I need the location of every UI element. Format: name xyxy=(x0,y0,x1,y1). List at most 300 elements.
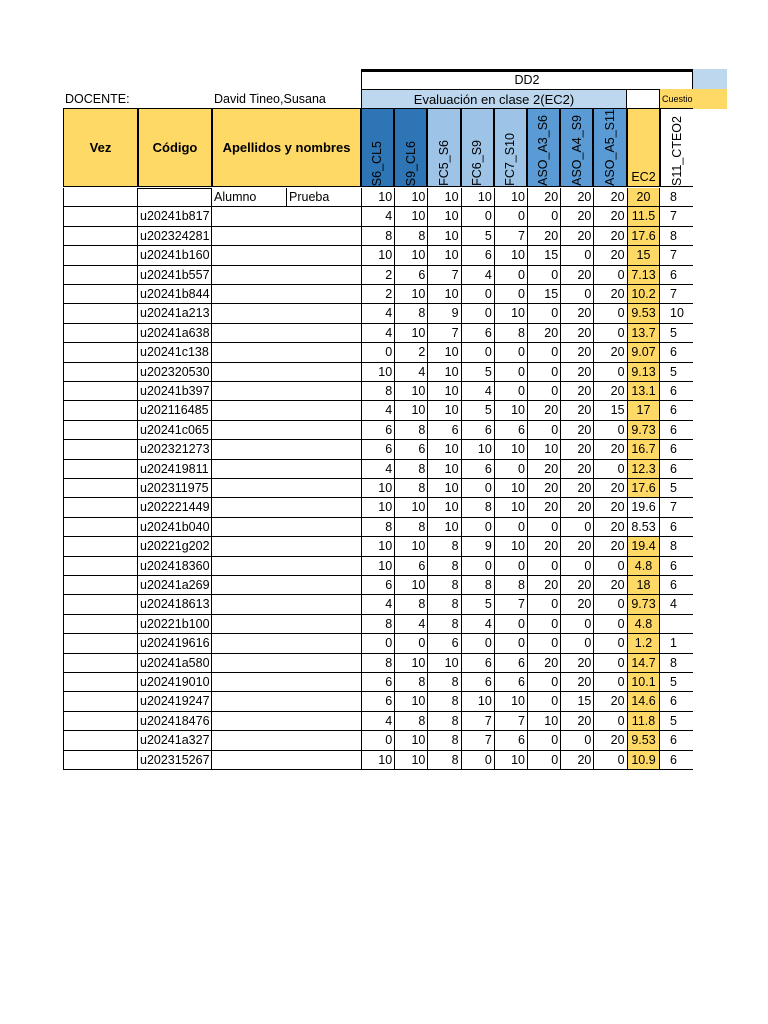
row-cteo-cell[interactable]: 6 xyxy=(660,266,693,285)
row-vez-cell[interactable] xyxy=(63,673,138,692)
row-cteo-cell[interactable]: 10 xyxy=(660,304,693,323)
row-cteo-cell[interactable]: 1 xyxy=(660,634,693,653)
row-nombre-cell[interactable] xyxy=(212,285,286,304)
row-score-cell[interactable]: 0 xyxy=(560,731,593,750)
row-nombre-cell[interactable] xyxy=(212,363,286,382)
row-cteo-cell[interactable] xyxy=(660,615,693,634)
row-ec2-cell[interactable]: 9.53 xyxy=(627,731,660,750)
row-score-cell[interactable]: 20 xyxy=(593,285,626,304)
row-score-cell[interactable]: 4 xyxy=(461,615,494,634)
row-score-cell[interactable]: 20 xyxy=(560,595,593,614)
row-score-cell[interactable]: 10 xyxy=(394,751,427,770)
row-score-cell[interactable]: 0 xyxy=(593,673,626,692)
row-vez-cell[interactable] xyxy=(63,460,138,479)
row-score-cell[interactable]: 8 xyxy=(427,576,460,595)
row-score-cell[interactable]: 10 xyxy=(427,285,460,304)
row-score-cell[interactable]: 8 xyxy=(394,673,427,692)
row-nombre-cell[interactable] xyxy=(212,731,286,750)
row-score-cell[interactable]: 10 xyxy=(494,246,527,265)
row-score-cell[interactable]: 10 xyxy=(361,479,394,498)
row-apellido-cell[interactable] xyxy=(286,401,361,420)
row-score-cell[interactable]: 6 xyxy=(361,421,394,440)
row-score-cell[interactable]: 20 xyxy=(560,304,593,323)
row-score-cell[interactable]: 20 xyxy=(560,382,593,401)
row-score-cell[interactable]: 10 xyxy=(527,712,560,731)
row-cteo-cell[interactable]: 7 xyxy=(660,207,693,226)
row-score-cell[interactable]: 7 xyxy=(494,227,527,246)
row-score-cell[interactable]: 20 xyxy=(560,498,593,517)
row-score-cell[interactable]: 6 xyxy=(461,421,494,440)
row-nombre-cell[interactable] xyxy=(212,324,286,343)
row-score-cell[interactable]: 0 xyxy=(494,285,527,304)
row-score-cell[interactable]: 0 xyxy=(494,518,527,537)
row-vez-cell[interactable] xyxy=(63,363,138,382)
row-score-cell[interactable]: 0 xyxy=(527,557,560,576)
row-score-cell[interactable]: 0 xyxy=(593,460,626,479)
row-score-cell[interactable]: 5 xyxy=(461,227,494,246)
row-nombre-cell[interactable] xyxy=(212,440,286,459)
row-ec2-cell[interactable]: 4.8 xyxy=(627,615,660,634)
row-score-cell[interactable]: 7 xyxy=(494,712,527,731)
row-score-cell[interactable]: 10 xyxy=(494,479,527,498)
row-score-cell[interactable]: 20 xyxy=(527,498,560,517)
row-score-cell[interactable]: 0 xyxy=(527,343,560,362)
row-score-cell[interactable]: 0 xyxy=(593,615,626,634)
row-score-cell[interactable]: 10 xyxy=(494,751,527,770)
row-score-cell[interactable]: 0 xyxy=(527,382,560,401)
row-codigo-cell[interactable]: u20241b397 xyxy=(138,382,212,401)
row-codigo-cell[interactable]: u20241a269 xyxy=(138,576,212,595)
row-score-cell[interactable]: 6 xyxy=(361,440,394,459)
row-score-cell[interactable]: 10 xyxy=(394,401,427,420)
row-score-cell[interactable]: 6 xyxy=(394,557,427,576)
row-score-cell[interactable]: 8 xyxy=(361,227,394,246)
row-ec2-cell[interactable]: 14.7 xyxy=(627,654,660,673)
row-apellido-cell[interactable] xyxy=(286,207,361,226)
row-score-cell[interactable]: 20 xyxy=(560,343,593,362)
row-score-cell[interactable]: 0 xyxy=(461,207,494,226)
row-vez-cell[interactable] xyxy=(63,285,138,304)
row-score-cell[interactable]: 10 xyxy=(494,440,527,459)
row-score-cell[interactable]: 0 xyxy=(593,751,626,770)
row-score-cell[interactable]: 5 xyxy=(461,401,494,420)
row-score-cell[interactable]: 20 xyxy=(593,576,626,595)
row-score-cell[interactable]: 9 xyxy=(461,537,494,556)
row-score-cell[interactable]: 10 xyxy=(494,401,527,420)
row-nombre-cell[interactable] xyxy=(212,751,286,770)
row-apellido-cell[interactable] xyxy=(286,285,361,304)
row-score-cell[interactable]: 10 xyxy=(427,343,460,362)
row-score-cell[interactable]: 8 xyxy=(394,712,427,731)
row-score-cell[interactable]: 6 xyxy=(461,246,494,265)
row-score-cell[interactable]: 10 xyxy=(394,692,427,711)
row-score-cell[interactable]: 20 xyxy=(527,654,560,673)
row-score-cell[interactable]: 10 xyxy=(394,285,427,304)
row-score-cell[interactable]: 10 xyxy=(394,498,427,517)
row-codigo-cell[interactable]: u202419616 xyxy=(138,634,212,653)
row-score-cell[interactable]: 4 xyxy=(461,266,494,285)
row-codigo-cell[interactable]: u20241a638 xyxy=(138,324,212,343)
row-score-cell[interactable]: 7 xyxy=(427,266,460,285)
row-score-cell[interactable]: 0 xyxy=(361,634,394,653)
row-nombre-cell[interactable] xyxy=(212,498,286,517)
row-score-cell[interactable]: 2 xyxy=(361,285,394,304)
row-score-cell[interactable]: 10 xyxy=(461,440,494,459)
row-score-cell[interactable]: 15 xyxy=(527,246,560,265)
row-score-cell[interactable]: 0 xyxy=(361,343,394,362)
row-score-cell[interactable]: 8 xyxy=(427,731,460,750)
row-score-cell[interactable]: 20 xyxy=(560,751,593,770)
row-score-cell[interactable]: 0 xyxy=(593,595,626,614)
row-apellido-cell[interactable] xyxy=(286,731,361,750)
row-score-cell[interactable]: 0 xyxy=(461,343,494,362)
row-ec2-cell[interactable]: 18 xyxy=(627,576,660,595)
row-vez-cell[interactable] xyxy=(63,751,138,770)
row-nombre-cell[interactable] xyxy=(212,557,286,576)
row-ec2-cell[interactable]: 10.9 xyxy=(627,751,660,770)
row-score-cell[interactable]: 8 xyxy=(361,518,394,537)
row-ec2-cell[interactable]: 12.3 xyxy=(627,460,660,479)
row-ec2-cell[interactable]: 1.2 xyxy=(627,634,660,653)
row-score-cell[interactable]: 6 xyxy=(494,731,527,750)
row-nombre-cell[interactable] xyxy=(212,576,286,595)
row-score-cell[interactable]: 10 xyxy=(427,518,460,537)
row-nombre-cell[interactable]: Alumno xyxy=(212,188,286,207)
row-score-cell[interactable]: 8 xyxy=(494,324,527,343)
row-codigo-cell[interactable]: u20241a327 xyxy=(138,731,212,750)
row-score-cell[interactable]: 10 xyxy=(427,479,460,498)
row-score-cell[interactable]: 20 xyxy=(527,188,560,207)
row-score-cell[interactable]: 20 xyxy=(560,401,593,420)
row-vez-cell[interactable] xyxy=(63,479,138,498)
row-ec2-cell[interactable]: 9.13 xyxy=(627,363,660,382)
row-apellido-cell[interactable] xyxy=(286,324,361,343)
row-score-cell[interactable]: 10 xyxy=(461,188,494,207)
row-score-cell[interactable]: 6 xyxy=(494,654,527,673)
row-score-cell[interactable]: 6 xyxy=(361,673,394,692)
row-ec2-cell[interactable]: 4.8 xyxy=(627,557,660,576)
row-score-cell[interactable]: 0 xyxy=(527,207,560,226)
row-apellido-cell[interactable] xyxy=(286,498,361,517)
row-vez-cell[interactable] xyxy=(63,343,138,362)
row-vez-cell[interactable] xyxy=(63,401,138,420)
row-codigo-cell[interactable]: u20241c065 xyxy=(138,421,212,440)
row-vez-cell[interactable] xyxy=(63,615,138,634)
row-score-cell[interactable]: 8 xyxy=(427,615,460,634)
row-score-cell[interactable]: 0 xyxy=(560,557,593,576)
row-score-cell[interactable]: 10 xyxy=(427,246,460,265)
row-ec2-cell[interactable]: 13.7 xyxy=(627,324,660,343)
row-codigo-cell[interactable]: u202311975 xyxy=(138,479,212,498)
row-score-cell[interactable]: 10 xyxy=(394,654,427,673)
row-nombre-cell[interactable] xyxy=(212,615,286,634)
row-vez-cell[interactable] xyxy=(63,266,138,285)
row-apellido-cell[interactable] xyxy=(286,615,361,634)
row-apellido-cell[interactable]: Prueba xyxy=(286,188,361,207)
row-cteo-cell[interactable]: 7 xyxy=(660,246,693,265)
row-ec2-cell[interactable]: 19.6 xyxy=(627,498,660,517)
row-score-cell[interactable]: 20 xyxy=(593,537,626,556)
row-codigo-cell[interactable]: u20241a580 xyxy=(138,654,212,673)
row-score-cell[interactable]: 8 xyxy=(394,518,427,537)
row-cteo-cell[interactable]: 8 xyxy=(660,537,693,556)
row-score-cell[interactable]: 20 xyxy=(560,712,593,731)
row-score-cell[interactable]: 0 xyxy=(461,557,494,576)
row-score-cell[interactable]: 10 xyxy=(494,188,527,207)
row-codigo-cell[interactable]: u20221b100 xyxy=(138,615,212,634)
row-codigo-cell[interactable]: u202320530 xyxy=(138,363,212,382)
row-cteo-cell[interactable]: 6 xyxy=(660,460,693,479)
row-vez-cell[interactable] xyxy=(63,382,138,401)
row-apellido-cell[interactable] xyxy=(286,673,361,692)
row-score-cell[interactable]: 10 xyxy=(427,227,460,246)
row-score-cell[interactable]: 8 xyxy=(394,460,427,479)
row-ec2-cell[interactable]: 7.13 xyxy=(627,266,660,285)
row-vez-cell[interactable] xyxy=(63,188,138,207)
row-ec2-cell[interactable]: 15 xyxy=(627,246,660,265)
row-apellido-cell[interactable] xyxy=(286,440,361,459)
row-score-cell[interactable]: 20 xyxy=(593,518,626,537)
row-score-cell[interactable]: 10 xyxy=(361,246,394,265)
row-ec2-cell[interactable]: 17 xyxy=(627,401,660,420)
row-score-cell[interactable]: 8 xyxy=(427,537,460,556)
row-score-cell[interactable]: 15 xyxy=(527,285,560,304)
row-vez-cell[interactable] xyxy=(63,421,138,440)
row-codigo-cell[interactable]: u20241b040 xyxy=(138,518,212,537)
row-score-cell[interactable]: 4 xyxy=(461,382,494,401)
row-score-cell[interactable]: 20 xyxy=(560,324,593,343)
row-codigo-cell[interactable]: u202419811 xyxy=(138,460,212,479)
row-apellido-cell[interactable] xyxy=(286,421,361,440)
row-score-cell[interactable]: 6 xyxy=(427,421,460,440)
row-codigo-cell[interactable]: u202418360 xyxy=(138,557,212,576)
row-score-cell[interactable]: 10 xyxy=(427,363,460,382)
row-score-cell[interactable]: 10 xyxy=(427,188,460,207)
row-nombre-cell[interactable] xyxy=(212,479,286,498)
row-ec2-cell[interactable]: 14.6 xyxy=(627,692,660,711)
row-score-cell[interactable]: 0 xyxy=(527,615,560,634)
row-score-cell[interactable]: 5 xyxy=(461,363,494,382)
row-score-cell[interactable]: 6 xyxy=(394,266,427,285)
row-apellido-cell[interactable] xyxy=(286,266,361,285)
row-score-cell[interactable]: 20 xyxy=(560,673,593,692)
row-score-cell[interactable]: 4 xyxy=(361,304,394,323)
row-score-cell[interactable]: 10 xyxy=(361,751,394,770)
row-apellido-cell[interactable] xyxy=(286,654,361,673)
row-score-cell[interactable]: 8 xyxy=(461,498,494,517)
row-score-cell[interactable]: 0 xyxy=(527,751,560,770)
row-codigo-cell[interactable]: u20221g202 xyxy=(138,537,212,556)
row-score-cell[interactable]: 20 xyxy=(527,479,560,498)
row-score-cell[interactable]: 10 xyxy=(494,304,527,323)
row-score-cell[interactable]: 10 xyxy=(361,557,394,576)
row-cteo-cell[interactable]: 5 xyxy=(660,324,693,343)
row-score-cell[interactable]: 0 xyxy=(494,363,527,382)
row-nombre-cell[interactable] xyxy=(212,382,286,401)
row-cteo-cell[interactable]: 6 xyxy=(660,421,693,440)
row-score-cell[interactable]: 20 xyxy=(593,227,626,246)
row-ec2-cell[interactable]: 17.6 xyxy=(627,479,660,498)
row-score-cell[interactable]: 10 xyxy=(427,401,460,420)
row-score-cell[interactable]: 20 xyxy=(593,692,626,711)
row-apellido-cell[interactable] xyxy=(286,712,361,731)
row-score-cell[interactable]: 10 xyxy=(394,576,427,595)
row-ec2-cell[interactable]: 10.1 xyxy=(627,673,660,692)
row-cteo-cell[interactable]: 6 xyxy=(660,382,693,401)
row-cteo-cell[interactable]: 8 xyxy=(660,654,693,673)
row-score-cell[interactable]: 0 xyxy=(527,518,560,537)
row-score-cell[interactable]: 0 xyxy=(593,363,626,382)
row-score-cell[interactable]: 7 xyxy=(494,595,527,614)
row-codigo-cell[interactable]: u202419010 xyxy=(138,673,212,692)
row-nombre-cell[interactable] xyxy=(212,654,286,673)
row-vez-cell[interactable] xyxy=(63,595,138,614)
row-score-cell[interactable]: 4 xyxy=(361,401,394,420)
row-score-cell[interactable]: 8 xyxy=(427,595,460,614)
row-vez-cell[interactable] xyxy=(63,324,138,343)
row-score-cell[interactable]: 0 xyxy=(361,731,394,750)
row-score-cell[interactable]: 20 xyxy=(527,324,560,343)
row-vez-cell[interactable] xyxy=(63,246,138,265)
row-score-cell[interactable]: 20 xyxy=(593,188,626,207)
row-apellido-cell[interactable] xyxy=(286,634,361,653)
row-score-cell[interactable]: 20 xyxy=(560,421,593,440)
row-score-cell[interactable]: 8 xyxy=(361,615,394,634)
row-score-cell[interactable]: 2 xyxy=(394,343,427,362)
row-nombre-cell[interactable] xyxy=(212,460,286,479)
row-cteo-cell[interactable]: 6 xyxy=(660,692,693,711)
row-codigo-cell[interactable]: u20241b817 xyxy=(138,207,212,226)
row-score-cell[interactable]: 20 xyxy=(560,227,593,246)
row-score-cell[interactable]: 0 xyxy=(527,692,560,711)
row-score-cell[interactable]: 0 xyxy=(527,634,560,653)
row-score-cell[interactable]: 10 xyxy=(394,324,427,343)
row-vez-cell[interactable] xyxy=(63,576,138,595)
row-score-cell[interactable]: 8 xyxy=(427,751,460,770)
row-ec2-cell[interactable]: 11.5 xyxy=(627,207,660,226)
row-score-cell[interactable]: 6 xyxy=(361,692,394,711)
row-apellido-cell[interactable] xyxy=(286,751,361,770)
row-cteo-cell[interactable]: 5 xyxy=(660,479,693,498)
row-score-cell[interactable]: 0 xyxy=(527,363,560,382)
row-score-cell[interactable]: 0 xyxy=(394,634,427,653)
row-score-cell[interactable]: 20 xyxy=(593,498,626,517)
row-codigo-cell[interactable]: u202315267 xyxy=(138,751,212,770)
row-score-cell[interactable]: 20 xyxy=(527,537,560,556)
row-score-cell[interactable]: 0 xyxy=(527,731,560,750)
row-vez-cell[interactable] xyxy=(63,731,138,750)
row-nombre-cell[interactable] xyxy=(212,692,286,711)
row-score-cell[interactable]: 20 xyxy=(593,479,626,498)
row-score-cell[interactable]: 0 xyxy=(593,421,626,440)
row-score-cell[interactable]: 4 xyxy=(361,712,394,731)
row-codigo-cell[interactable]: u20241a213 xyxy=(138,304,212,323)
row-score-cell[interactable]: 10 xyxy=(427,440,460,459)
row-nombre-cell[interactable] xyxy=(212,634,286,653)
row-ec2-cell[interactable]: 17.6 xyxy=(627,227,660,246)
row-nombre-cell[interactable] xyxy=(212,421,286,440)
row-apellido-cell[interactable] xyxy=(286,363,361,382)
row-score-cell[interactable]: 4 xyxy=(361,460,394,479)
row-apellido-cell[interactable] xyxy=(286,479,361,498)
row-score-cell[interactable]: 20 xyxy=(560,479,593,498)
row-score-cell[interactable]: 8 xyxy=(394,479,427,498)
row-score-cell[interactable]: 8 xyxy=(394,595,427,614)
row-score-cell[interactable]: 8 xyxy=(494,576,527,595)
row-ec2-cell[interactable]: 9.73 xyxy=(627,595,660,614)
row-codigo-cell[interactable]: u202418613 xyxy=(138,595,212,614)
row-score-cell[interactable]: 5 xyxy=(461,595,494,614)
row-vez-cell[interactable] xyxy=(63,498,138,517)
row-score-cell[interactable]: 6 xyxy=(494,673,527,692)
row-vez-cell[interactable] xyxy=(63,692,138,711)
row-score-cell[interactable]: 10 xyxy=(394,382,427,401)
row-nombre-cell[interactable] xyxy=(212,537,286,556)
row-codigo-cell[interactable]: u202418476 xyxy=(138,712,212,731)
row-vez-cell[interactable] xyxy=(63,654,138,673)
row-score-cell[interactable]: 20 xyxy=(527,401,560,420)
row-score-cell[interactable]: 0 xyxy=(461,634,494,653)
row-score-cell[interactable]: 10 xyxy=(394,537,427,556)
row-score-cell[interactable]: 20 xyxy=(560,363,593,382)
row-cteo-cell[interactable]: 6 xyxy=(660,440,693,459)
row-score-cell[interactable]: 8 xyxy=(394,227,427,246)
row-nombre-cell[interactable] xyxy=(212,227,286,246)
row-nombre-cell[interactable] xyxy=(212,343,286,362)
row-score-cell[interactable]: 20 xyxy=(593,343,626,362)
row-score-cell[interactable]: 20 xyxy=(560,576,593,595)
row-cteo-cell[interactable]: 5 xyxy=(660,673,693,692)
row-apellido-cell[interactable] xyxy=(286,557,361,576)
row-score-cell[interactable]: 6 xyxy=(361,576,394,595)
row-score-cell[interactable]: 0 xyxy=(593,634,626,653)
row-score-cell[interactable]: 10 xyxy=(427,654,460,673)
row-score-cell[interactable]: 0 xyxy=(560,518,593,537)
row-score-cell[interactable]: 20 xyxy=(593,246,626,265)
row-score-cell[interactable]: 6 xyxy=(394,440,427,459)
row-nombre-cell[interactable] xyxy=(212,207,286,226)
row-score-cell[interactable]: 4 xyxy=(361,207,394,226)
row-score-cell[interactable]: 10 xyxy=(361,537,394,556)
row-score-cell[interactable]: 20 xyxy=(560,266,593,285)
row-score-cell[interactable]: 20 xyxy=(560,440,593,459)
row-score-cell[interactable]: 20 xyxy=(560,654,593,673)
row-vez-cell[interactable] xyxy=(63,440,138,459)
row-score-cell[interactable]: 8 xyxy=(361,654,394,673)
row-score-cell[interactable]: 7 xyxy=(427,324,460,343)
row-score-cell[interactable]: 0 xyxy=(593,654,626,673)
row-score-cell[interactable]: 8 xyxy=(361,382,394,401)
row-vez-cell[interactable] xyxy=(63,537,138,556)
row-score-cell[interactable]: 0 xyxy=(494,382,527,401)
row-nombre-cell[interactable] xyxy=(212,401,286,420)
row-score-cell[interactable]: 20 xyxy=(560,460,593,479)
row-score-cell[interactable]: 10 xyxy=(394,188,427,207)
row-nombre-cell[interactable] xyxy=(212,518,286,537)
row-vez-cell[interactable] xyxy=(63,207,138,226)
row-score-cell[interactable]: 20 xyxy=(560,188,593,207)
row-score-cell[interactable]: 0 xyxy=(461,479,494,498)
row-score-cell[interactable]: 20 xyxy=(593,731,626,750)
row-codigo-cell[interactable]: u202116485 xyxy=(138,401,212,420)
row-score-cell[interactable]: 10 xyxy=(494,692,527,711)
row-apellido-cell[interactable] xyxy=(286,595,361,614)
row-cteo-cell[interactable]: 6 xyxy=(660,557,693,576)
row-apellido-cell[interactable] xyxy=(286,518,361,537)
row-score-cell[interactable]: 4 xyxy=(361,324,394,343)
row-score-cell[interactable]: 9 xyxy=(427,304,460,323)
row-score-cell[interactable]: 6 xyxy=(461,673,494,692)
